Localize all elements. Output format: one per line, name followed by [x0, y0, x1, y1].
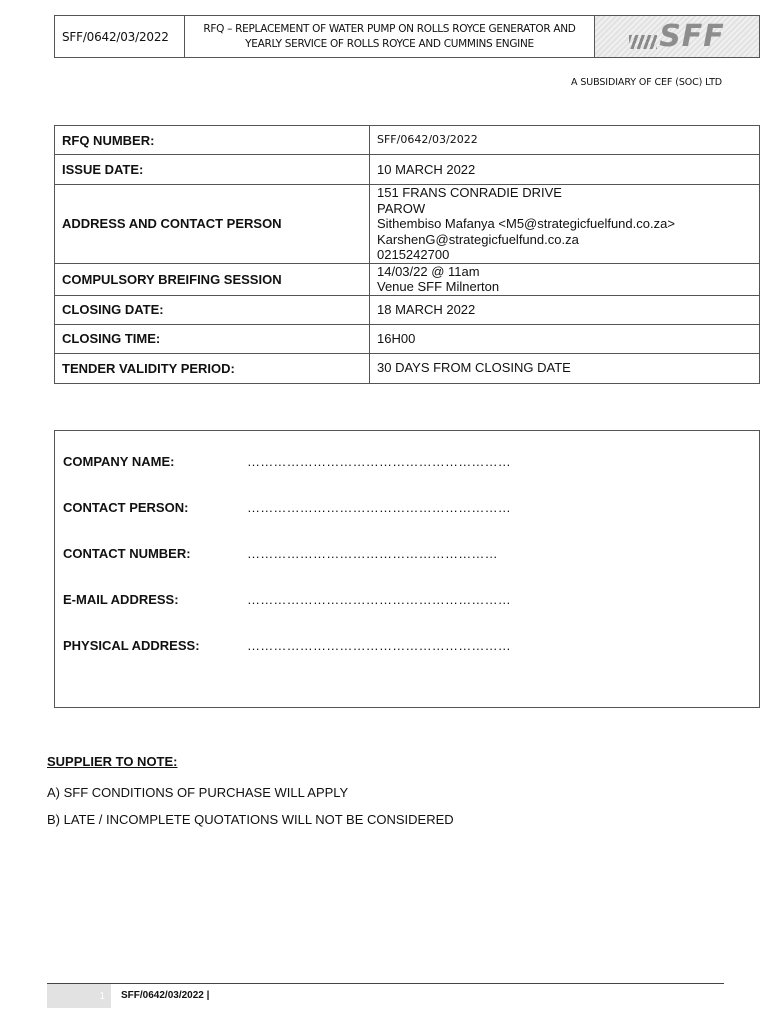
note-item: B) LATE / INCOMPLETE QUOTATIONS WILL NOT BE CONSIDERED — [47, 812, 454, 827]
document-header — [54, 15, 760, 58]
table-row — [55, 263, 760, 295]
header-title-line1: RFQ – REPLACEMENT OF WATER PUMP ON ROLLS ROYCE GENERATOR AND — [203, 22, 576, 35]
physical-address-field[interactable]: …………………………………………………… — [247, 638, 511, 653]
issue-date-value: 10 MARCH 2022 — [370, 155, 760, 185]
address-label: ADDRESS AND CONTACT PERSON — [55, 185, 370, 264]
address-line: 151 FRANS CONRADIE DRIVE — [377, 185, 562, 200]
company-details-box — [54, 430, 760, 708]
rfq-info-table — [54, 125, 760, 384]
table-row — [55, 353, 760, 383]
table-row — [55, 126, 760, 155]
briefing-date: 14/03/22 @ 11am — [377, 263, 480, 279]
closing-date-value: 18 MARCH 2022 — [370, 295, 760, 324]
footer-reference: SFF/0642/03/2022 | — [121, 990, 210, 1001]
briefing-venue: Venue SFF Milnerton — [377, 279, 500, 294]
email-address-label: E-MAIL ADDRESS: — [63, 592, 179, 607]
supplier-note-title: SUPPLIER TO NOTE: — [47, 754, 178, 769]
subsidiary-note: A SUBSIDIARY OF CEF (SOC) LTD — [571, 77, 722, 88]
briefing-value — [370, 263, 760, 295]
contact-phone-line: 0215242700 — [377, 247, 450, 262]
logo-stripes-icon — [629, 35, 657, 49]
contact-person-field[interactable]: …………………………………………………… — [247, 500, 511, 515]
contact-email-line: Sithembiso Mafanya <M5@strategicfuelfund.co.za> — [377, 216, 675, 231]
header-reference: SFF/0642/03/2022 — [55, 16, 185, 57]
company-name-label: COMPANY NAME: — [63, 454, 175, 469]
issue-date-label: ISSUE DATE: — [55, 155, 370, 185]
briefing-label: COMPULSORY BREIFING SESSION — [55, 263, 370, 295]
footer-divider — [47, 983, 724, 984]
footer-page-number: 1 — [47, 984, 111, 1008]
sff-logo — [595, 16, 759, 57]
closing-time-value: 16H00 — [370, 324, 760, 353]
address-value — [370, 185, 760, 264]
contact-email-line: KarshenG@strategicfuelfund.co.za — [377, 231, 579, 247]
rfq-number-value: SFF/0642/03/2022 — [370, 126, 760, 155]
note-item: A) SFF CONDITIONS OF PURCHASE WILL APPLY — [47, 785, 349, 800]
table-row — [55, 155, 760, 185]
contact-person-label: CONTACT PERSON: — [63, 500, 189, 515]
contact-number-field[interactable]: ………………………………………………… — [247, 546, 498, 561]
table-row — [55, 295, 760, 324]
closing-time-label: CLOSING TIME: — [55, 324, 370, 353]
physical-address-label: PHYSICAL ADDRESS: — [63, 638, 200, 653]
contact-number-label: CONTACT NUMBER: — [63, 546, 191, 561]
header-title-line2: YEARLY SERVICE OF ROLLS ROYCE AND CUMMINS ENGINE — [245, 37, 534, 50]
table-row — [55, 324, 760, 353]
company-name-field[interactable]: …………………………………………………… — [247, 454, 511, 469]
header-title — [185, 16, 595, 57]
closing-date-label: CLOSING DATE: — [55, 295, 370, 324]
table-row — [55, 185, 760, 264]
address-line: PAROW — [377, 200, 426, 216]
rfq-number-label: RFQ NUMBER: — [55, 126, 370, 155]
validity-label: TENDER VALIDITY PERIOD: — [55, 353, 370, 383]
logo-text: SFF — [659, 18, 725, 54]
email-address-field[interactable]: …………………………………………………… — [247, 592, 511, 607]
validity-value: 30 DAYS FROM CLOSING DATE — [370, 353, 760, 383]
